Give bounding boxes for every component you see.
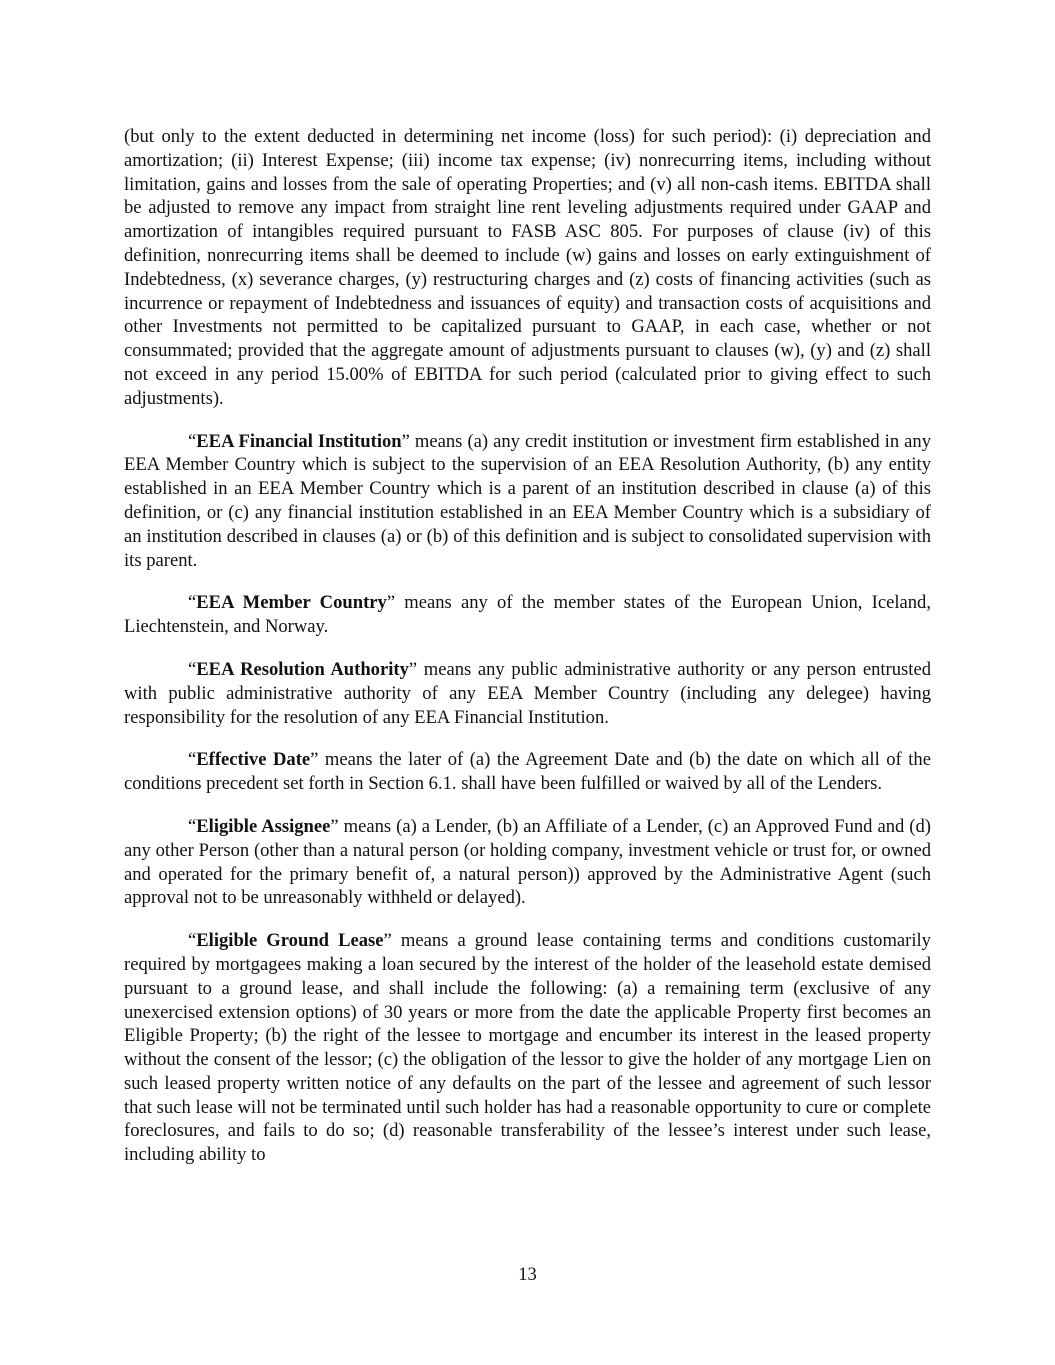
defined-term: Eligible Assignee — [196, 815, 331, 837]
definition-effective-date — [124, 748, 931, 796]
document-body — [124, 125, 931, 1186]
definition-eligible-assignee — [124, 815, 931, 910]
open-quote: “ — [188, 592, 197, 614]
definition-text: ” means the later of (a) the Agreement Date and (b) the date on which all of the conditions precedent set forth in Section 6.1. shall have been fulfilled or waived by all of the Lenders. — [124, 749, 931, 795]
defined-term: EEA Member Country — [196, 592, 387, 614]
definition-text: ” means (a) any credit institution or investment firm established in any EEA Member Country which is subject to the supervision of an EEA Resolution Authority, (b) any entity established in an EEA Member Country which is a parent of an institution described in clause (a) of this definition, or (c) any financial institution established in an EEA Member Country which is a subsidiary of an institution described in clauses (a) or (b) of this definition and is subject to consolidated supervision with its parent. — [124, 430, 931, 571]
open-quote: “ — [188, 815, 197, 837]
definition-text: ” means any public administrative authority or any person entrusted with public administrative authority of any EEA Member Country (including any delegee) having responsibility for the resolution of any EEA Financial Institution. — [124, 658, 931, 728]
continuation-paragraph: (but only to the extent deducted in determining net income (loss) for such period): (i) depreciation and amortization; (ii) Interest Expense; (iii) income tax expense; (iv) nonrecurring items, including without limitation, gains and losses from the sale of operating Properties; and (v) all non-cash items. EBITDA shall be adjusted to remove any impact from straight line rent leveling adjustments required under GAAP and amortization of intangibles required pursuant to FASB ASC 805. For purposes of clause (iv) of this definition, nonrecurring items shall be deemed to include (w) gains and losses on early extinguishment of Indebtedness, (x) severance charges, (y) restructuring charges and (z) costs of financing activities (such as incurrence or repayment of Indebtedness and issuances of equity) and transaction costs of acquisitions and other Investments not permitted to be capitalized pursuant to GAAP, in each case, whether or not consummated; provided that the aggregate amount of adjustments pursuant to clauses (w), (y) and (z) shall not exceed in any period 15.00% of EBITDA for such period (calculated prior to giving effect to such adjustments). — [124, 126, 931, 409]
defined-term: Eligible Ground Lease — [196, 930, 384, 952]
definition-text: ” means (a) a Lender, (b) an Affiliate of a Lender, (c) an Approved Fund and (d) any other Person (other than a natural person (or holding company, investment vehicle or trust for, or owned and operated for the primary benefit of, a natural person)) approved by the Administrative Agent (such approval not to be unreasonably withheld or delayed). — [124, 815, 931, 909]
defined-term: EEA Financial Institution — [196, 430, 402, 452]
definition-text: ” means any of the member states of the European Union, Iceland, Liechtenstein, and Norway. — [124, 592, 932, 638]
definition-text: ” means a ground lease containing terms and conditions customarily required by mortgagees making a loan secured by the interest of the holder of the leasehold estate demised pursuant to a ground lease, and shall include the following: (a) a remaining term (exclusive of any unexercised extension options) of 30 years or more from the date the applicable Property first becomes an Eligible Property; (b) the right of the lessee to mortgage and encumber its interest in the leased property without the consent of the lessor; (c) the obligation of the lessor to give the holder of any mortgage Lien on such leased property written notice of any defaults on the part of the lessee and agreement of such lessor that such lease will not be terminated until such holder has had a reasonable opportunity to cure or complete foreclosures, and fails to do so; (d) reasonable transferability of the lessee’s interest under such lease, including ability to — [124, 930, 931, 1166]
open-quote: “ — [188, 430, 197, 452]
open-quote: “ — [188, 930, 197, 952]
definition-eea-financial-institution — [124, 430, 931, 573]
definition-eligible-ground-lease — [124, 929, 931, 1167]
defined-term: EEA Resolution Authority — [196, 658, 409, 680]
page-number: 13 — [518, 1264, 537, 1285]
open-quote: “ — [188, 658, 197, 680]
definition-eea-member-country — [124, 591, 931, 639]
open-quote: “ — [188, 749, 197, 771]
defined-term: Effective Date — [196, 749, 311, 771]
definition-eea-resolution-authority — [124, 658, 931, 729]
